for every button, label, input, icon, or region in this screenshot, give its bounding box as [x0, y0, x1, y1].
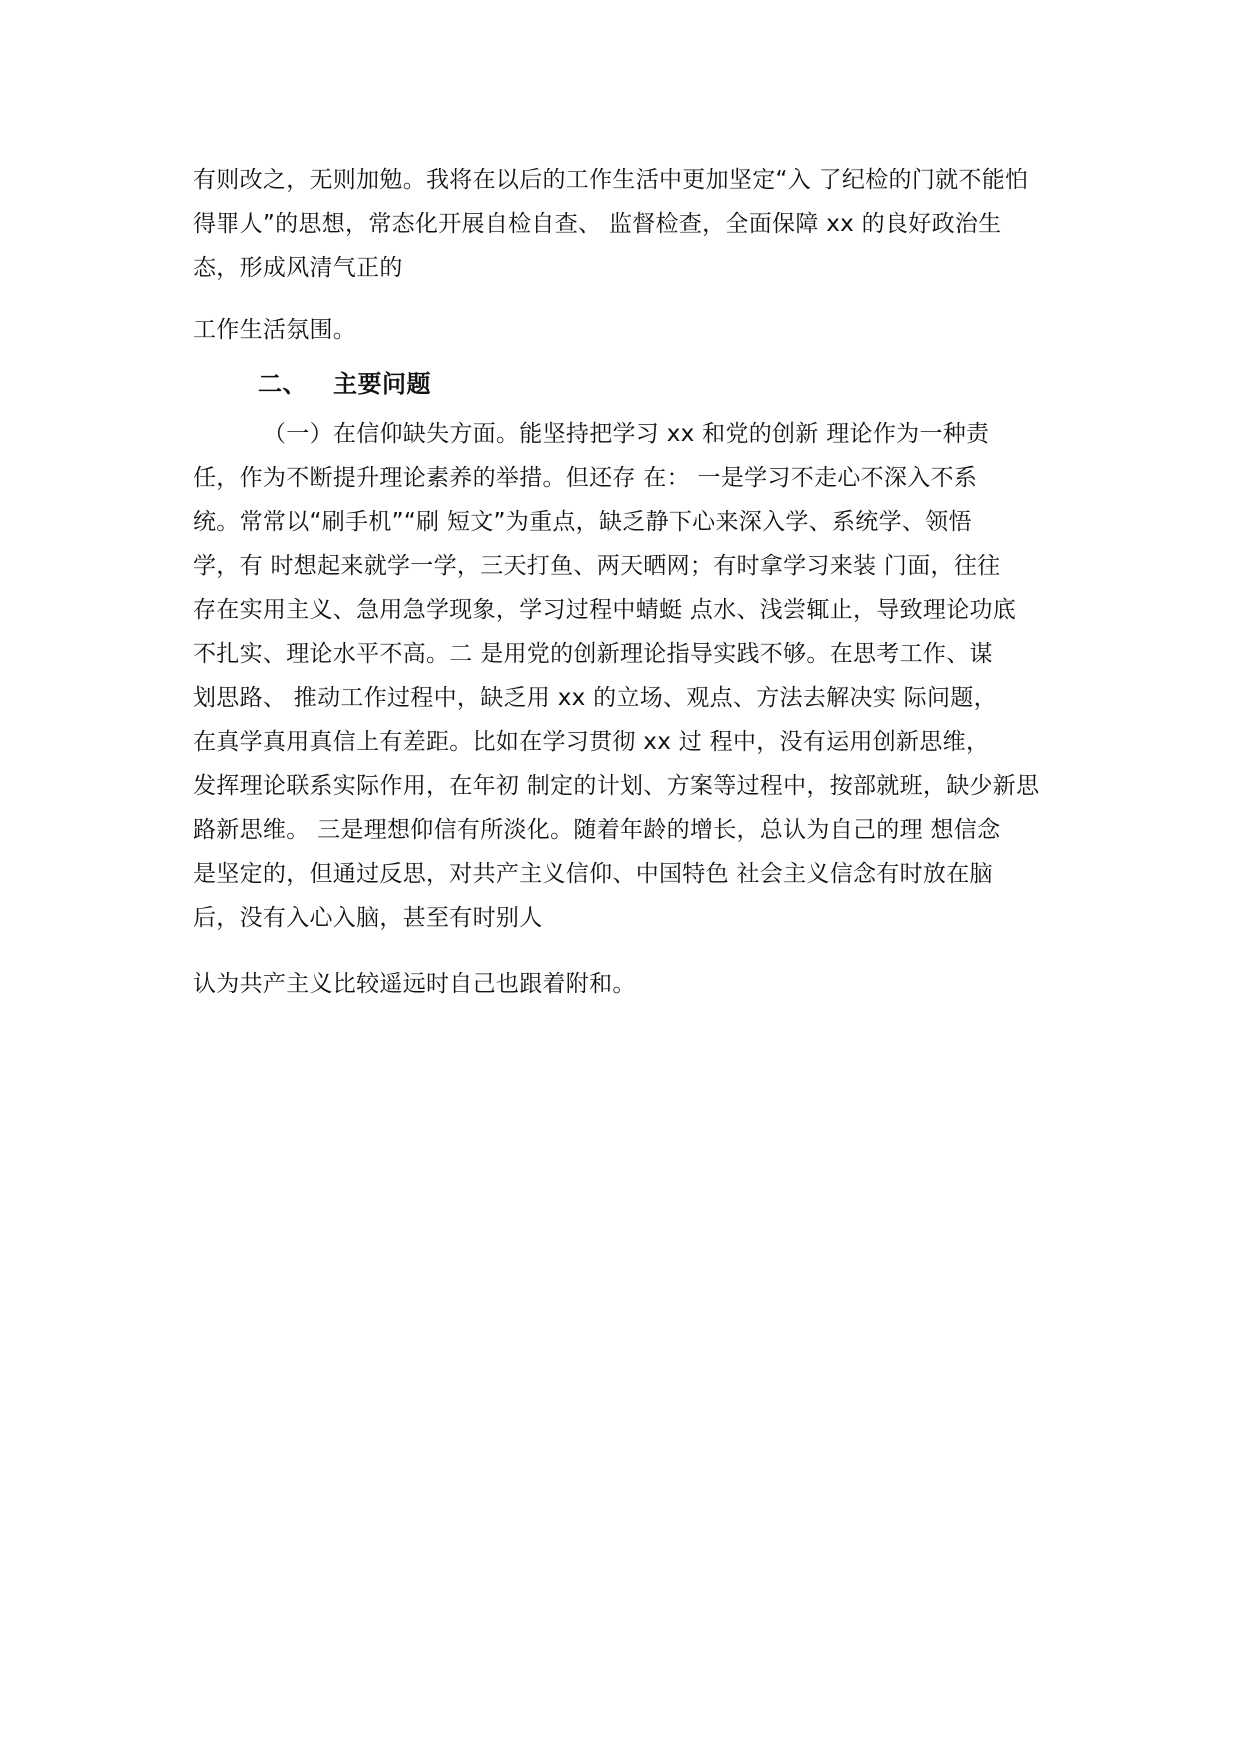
- paragraph-line: 在真学真用真信上有差距。比如在学习贯彻 xx 过 程中，没有运用创新思维，: [193, 729, 990, 755]
- paragraph-1: [193, 158, 1073, 290]
- paragraph-line: 不扎实、理论水平不高。二 是用党的创新理论指导实践不够。在思考工作、谋: [193, 641, 993, 667]
- paragraph-line: 得罪人”的思想，常态化开展自检自查、 监督检查，全面保障 xx 的良好政治生: [193, 211, 1002, 237]
- paragraph-line: 统。常常以“刷手机”“刷 短文”为重点，缺乏静下心来深入学、系统学、领悟: [193, 509, 972, 535]
- paragraph-line: 学，有 时想起来就学一学，三天打鱼、两天晒网；有时拿学习来装 门面，往往: [193, 553, 1001, 579]
- paragraph-2: [193, 412, 1073, 940]
- paragraph-1-tail: [193, 308, 1073, 352]
- paragraph-line: 认为共产主义比较遥远时自己也跟着附和。: [193, 971, 636, 997]
- paragraph-line: 是坚定的，但通过反思，对共产主义信仰、中国特色 社会主义信念有时放在脑: [193, 861, 993, 887]
- paragraph-line: 路新思维。 三是理想仰信有所淡化。随着年龄的增长，总认为自己的理 想信念: [193, 817, 1001, 843]
- paragraph-line: （一）在信仰缺失方面。能坚持把学习 xx 和党的创新 理论作为一种责: [263, 421, 990, 447]
- paragraph-line: 态，形成风清气正的: [193, 255, 403, 281]
- section-title: 主要问题: [333, 370, 431, 398]
- section-heading: [258, 362, 431, 406]
- section-number: 二、: [258, 370, 307, 398]
- paragraph-line: 划思路、 推动工作过程中，缺乏用 xx 的立场、观点、方法去解决实 际问题，: [193, 685, 997, 711]
- paragraph-2-tail: [193, 962, 1073, 1006]
- paragraph-line: 发挥理论联系实际作用，在年初 制定的计划、方案等过程中，按部就班，缺少新思: [193, 773, 1040, 799]
- paragraph-line: 存在实用主义、急用急学现象，学习过程中蜻蜓 点水、浅尝辄止，导致理论功底: [193, 597, 1017, 623]
- paragraph-line: 工作生活氛围。: [193, 317, 357, 343]
- paragraph-line: 有则改之，无则加勉。我将在以后的工作生活中更加坚定“入 了纪检的门就不能怕: [193, 167, 1029, 193]
- paragraph-line: 后，没有入心入脑，甚至有时别人: [193, 905, 543, 931]
- paragraph-line: 任，作为不断提升理论素养的举措。但还存 在： 一是学习不走心不深入不系: [193, 465, 978, 491]
